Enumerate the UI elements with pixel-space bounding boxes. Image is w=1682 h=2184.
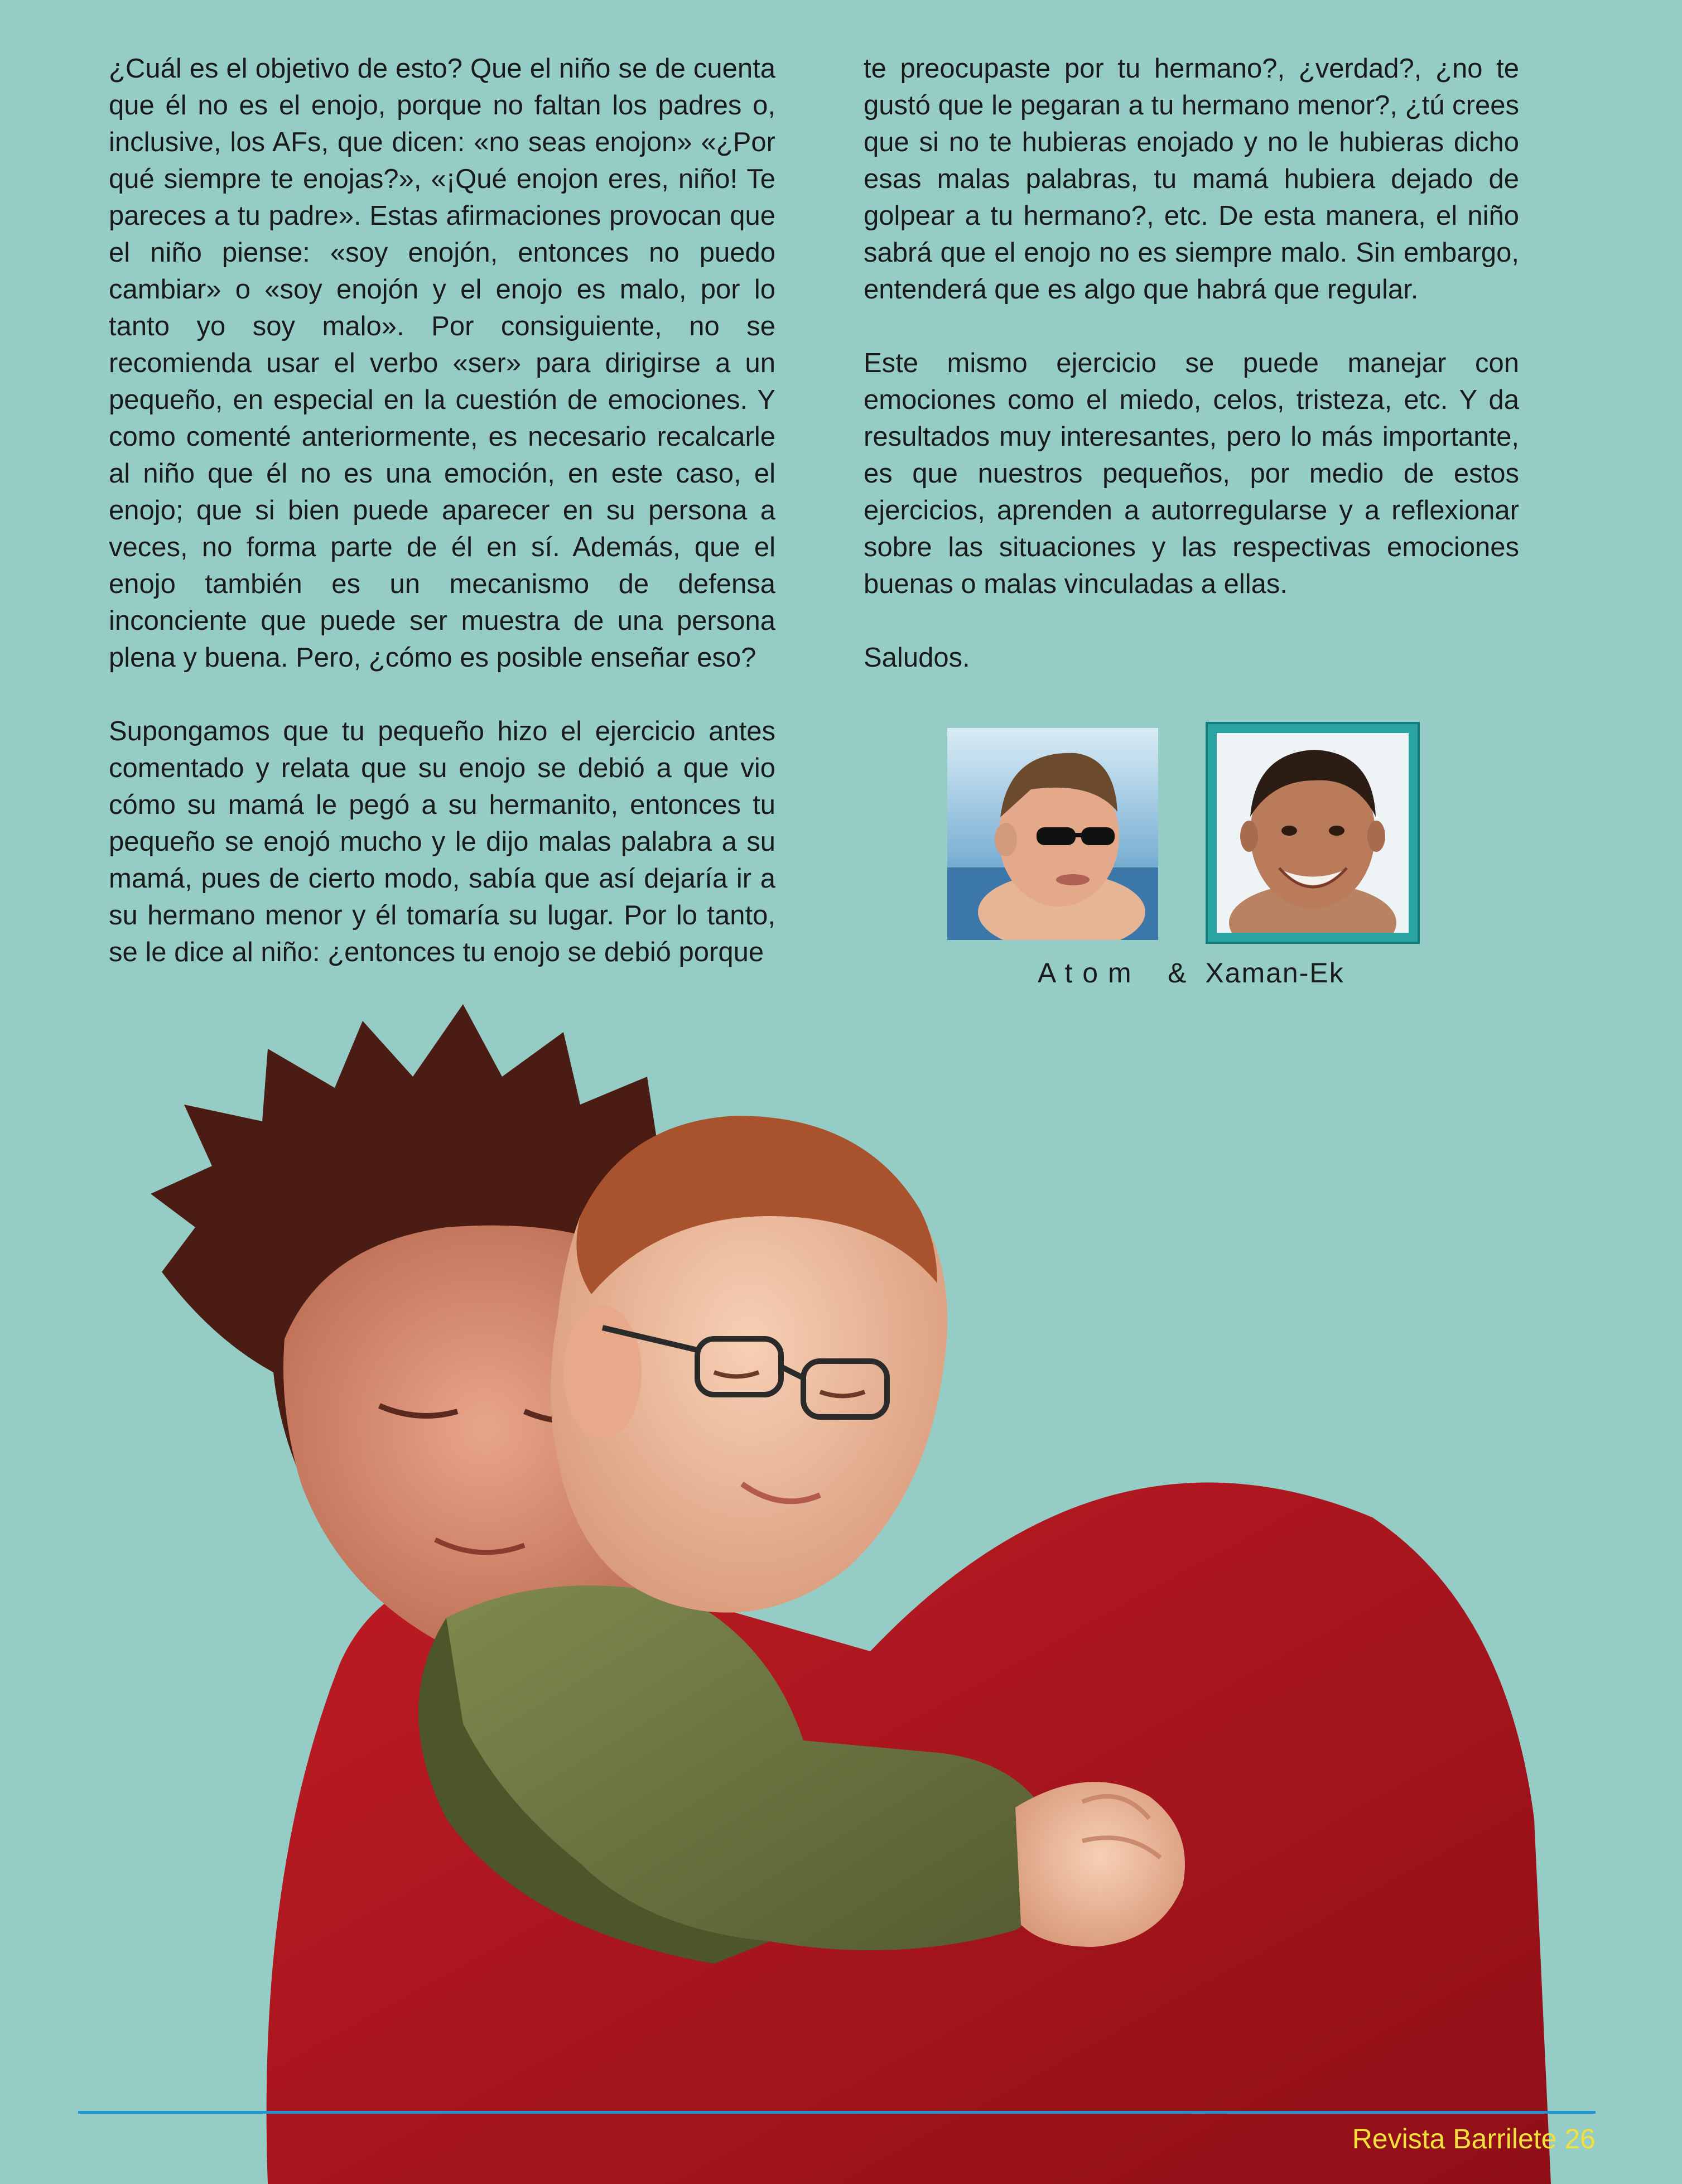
article-right-column: [864, 50, 1519, 713]
left-paragraph-1: ¿Cuál es el objetivo de esto? Que el niño se de cuenta que él no es el enojo, porque no faltan los padres o, inclusive, los AFs, que dicen: «no seas enojon» «¿Por qué siempre te enojas?», «¡Qué enojon eres, niño! Te pareces a tu padre». Estas afirmaciones provocan que el niño piense: «soy enojón, entonces no puedo cambiar» o «soy enojón y el enojo es malo, por lo tanto yo soy malo». Por consiguiente, no se recomienda usar el verbo «ser» para dirigirse a un pequeño, en especial en la cuestión de emociones. Y como comenté anteriormente, es necesario recalcarle al niño que él no es una emoción, en este caso, el enojo; que si bien puede aparecer en su persona a veces, no forma parte de él en sí. Además, que el enojo también es un mecanismo de defensa inconciente que puede ser muestra de una persona plena y buena. Pero, ¿cómo es posible enseñar eso?: [109, 54, 775, 673]
footer-publication-page: Revista Barrilete 26: [1352, 2123, 1596, 2154]
right-paragraph-1: te preocupaste por tu hermano?, ¿verdad?, ¿no te gustó que le pegaran a tu hermano menor?, ¿tú crees que si no te hubieras enojado y no le hubieras dicho esas malas palabras, tu mamá hubiera dejado de golpear a tu hermano?, etc. De esta manera, el niño sabrá que el enojo no es siempre malo. Sin embargo, entenderá que es algo que habrá que regular.: [864, 54, 1519, 305]
boy-sunglasses-photo: [947, 728, 1158, 940]
article-left-column: [109, 50, 775, 1007]
signoff: Saludos.: [864, 643, 970, 673]
right-paragraph-2: Este mismo ejercicio se puede manejar con emociones como el miedo, celos, tristeza, etc. Y da resultados muy interesantes, pero lo más importante, es que nuestros pequeños, por medio de estos ejercicios, aprenden a autorregularse y a reflexionar sobre las situaciones y las respectivas emociones buenas o malas vinculadas a ellas.: [864, 348, 1519, 599]
smiling-boy-photo: [1217, 733, 1409, 933]
father-son-hug-photo: [100, 982, 1618, 2184]
author-photo-atom: [947, 728, 1158, 940]
left-paragraph-2: Supongamos que tu pequeño hizo el ejercicio antes comentado y relata que su enojo se debió a que vio cómo su mamá le pegó a su hermanito, entonces tu pequeño se enojó mucho y le dijo malas palabra a su mamá, pues de cierto modo, sabía que así dejaría ir a su hermano menor y él tomaría su lugar. Por lo tanto, se le dice al niño: ¿entonces tu enojo se debió porque: [109, 716, 775, 967]
author-names-caption: A t o m & Xaman-Ek: [1038, 957, 1344, 989]
author-photo-xaman-ek: [1208, 724, 1418, 942]
footer-rule: [78, 2111, 1596, 2114]
